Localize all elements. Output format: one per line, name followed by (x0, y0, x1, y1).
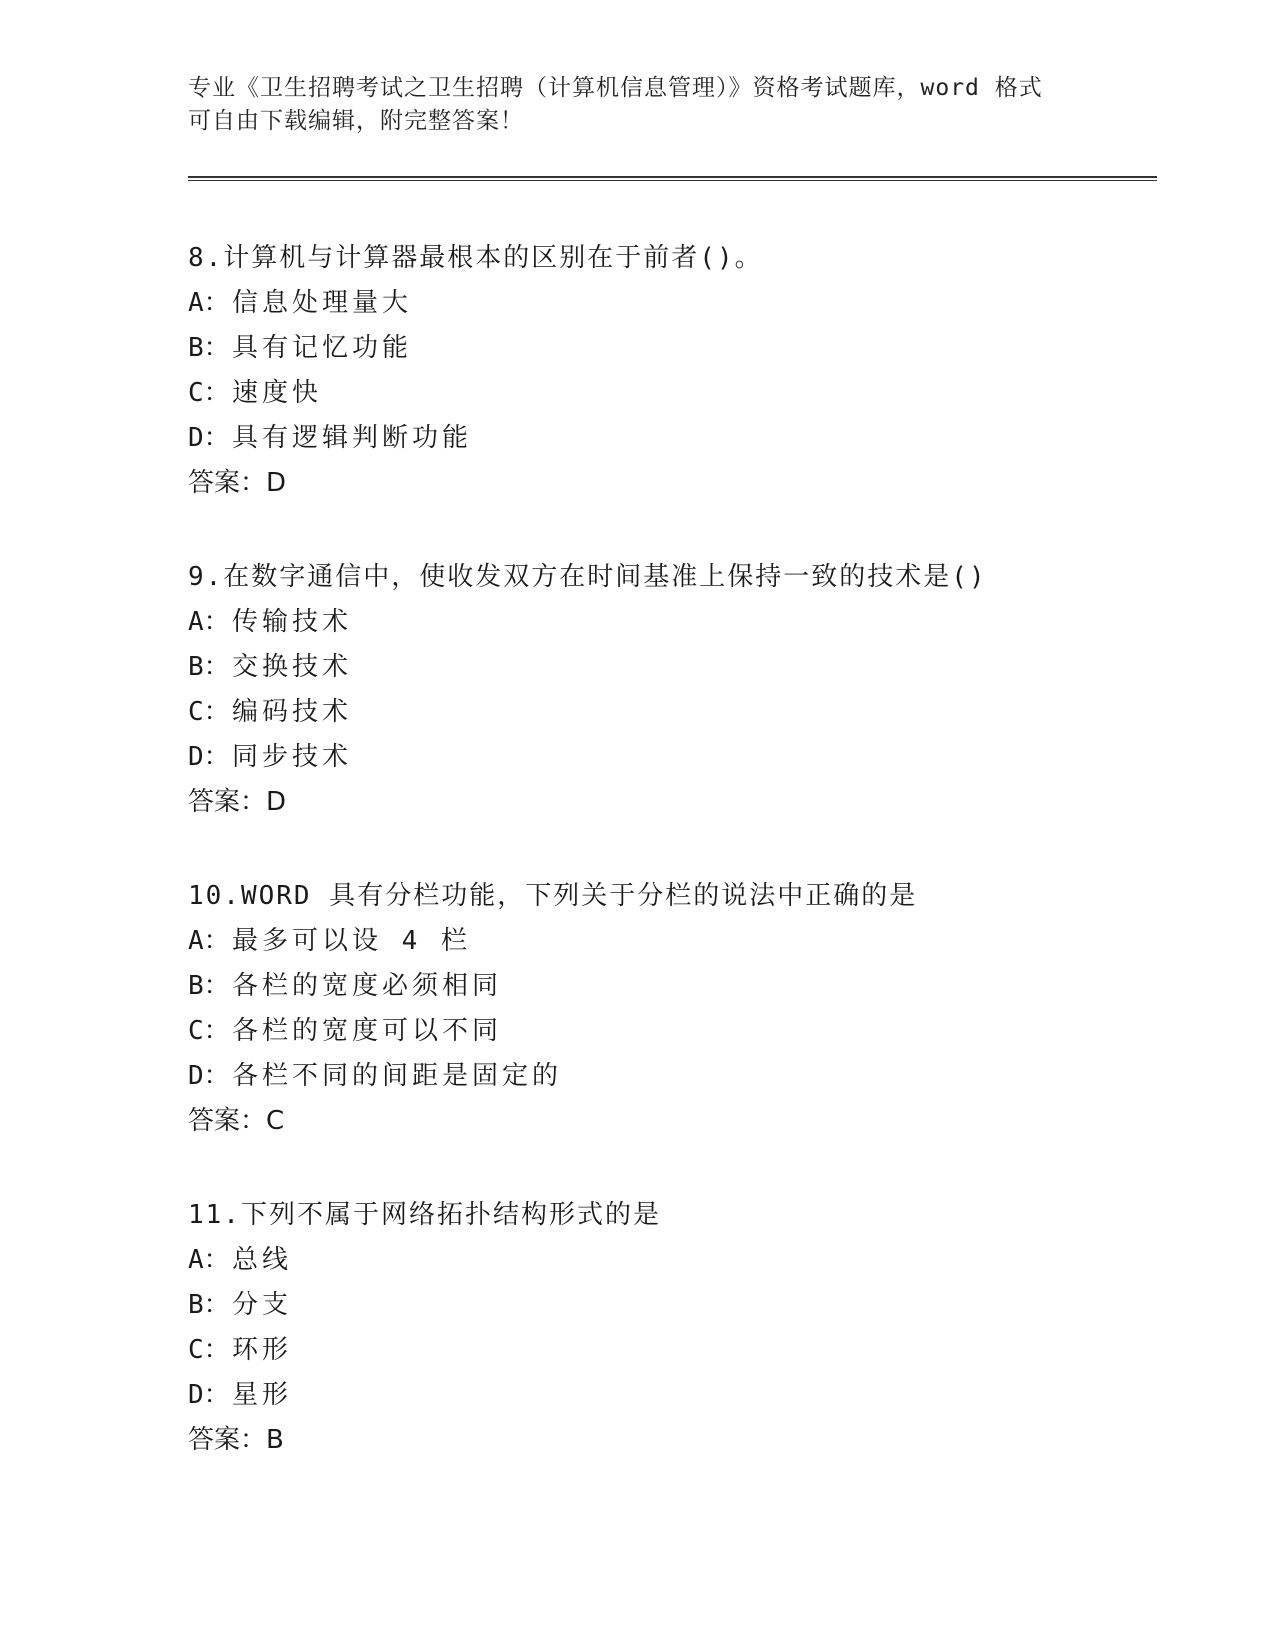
option-text: 星形 (232, 1380, 293, 1410)
option-d (188, 735, 1168, 780)
question-10 (188, 874, 1168, 1144)
question-stem: 9.在数字通信中，使收发双方在时间基准上保持一致的技术是() (188, 562, 987, 592)
question-8 (188, 236, 1168, 506)
option-b (188, 326, 1168, 371)
option-letter: B： (188, 333, 230, 363)
option-letter: D： (188, 1380, 230, 1410)
option-c (188, 1009, 1168, 1054)
option-text: 交换技术 (232, 652, 353, 682)
option-letter: D： (188, 742, 230, 772)
option-c (188, 1328, 1168, 1373)
option-letter: B： (188, 971, 230, 1001)
option-letter: D： (188, 1061, 230, 1091)
header-line-1: 专业《卫生招聘考试之卫生招聘（计算机信息管理）》资格考试题库，word 格式 (188, 75, 1043, 101)
option-letter: A： (188, 607, 230, 637)
option-text: 传输技术 (232, 607, 353, 637)
option-text: 编码技术 (232, 697, 353, 727)
question-stem: 8.计算机与计算器最根本的区别在于前者()。 (188, 243, 763, 273)
option-text: 总线 (232, 1245, 293, 1275)
option-letter: B： (188, 1290, 230, 1320)
option-text: 信息处理量大 (232, 288, 413, 318)
option-letter: C： (188, 378, 230, 408)
option-d (188, 1373, 1168, 1418)
option-text: 具有逻辑判断功能 (232, 423, 473, 453)
option-a (188, 600, 1168, 645)
option-text: 各栏不同的间距是固定的 (232, 1061, 563, 1091)
option-text: 分支 (232, 1290, 293, 1320)
option-letter: C： (188, 1016, 230, 1046)
question-stem: 11.下列不属于网络拓扑结构形式的是 (188, 1200, 661, 1230)
option-b (188, 964, 1168, 1009)
option-b (188, 1283, 1168, 1328)
option-text: 环形 (232, 1335, 293, 1365)
option-letter: D： (188, 423, 230, 453)
answer: 答案：C (188, 1106, 285, 1136)
answer: 答案：B (188, 1425, 284, 1455)
option-letter: B： (188, 652, 230, 682)
option-letter: A： (188, 288, 230, 318)
answer: 答案：D (188, 787, 287, 817)
option-letter: C： (188, 1335, 230, 1365)
option-b (188, 645, 1168, 690)
option-letter: A： (188, 926, 230, 956)
option-text: 最多可以设 4 栏 (232, 926, 471, 956)
option-a (188, 1238, 1168, 1283)
question-9 (188, 555, 1168, 825)
option-text: 同步技术 (232, 742, 353, 772)
option-d (188, 1054, 1168, 1099)
question-stem: 10.WORD 具有分栏功能，下列关于分栏的说法中正确的是 (188, 881, 918, 911)
option-text: 具有记忆功能 (232, 333, 413, 363)
option-c (188, 371, 1168, 416)
option-a (188, 919, 1168, 964)
option-letter: C： (188, 697, 230, 727)
option-a (188, 281, 1168, 326)
header-divider (188, 176, 1157, 181)
header-line-2: 可自由下载编辑，附完整答案！ (188, 108, 524, 134)
option-c (188, 690, 1168, 735)
option-letter: A： (188, 1245, 230, 1275)
option-text: 各栏的宽度可以不同 (232, 1016, 503, 1046)
document-header (188, 72, 1078, 138)
option-d (188, 416, 1168, 461)
answer: 答案：D (188, 468, 287, 498)
option-text: 速度快 (232, 378, 323, 408)
option-text: 各栏的宽度必须相同 (232, 971, 503, 1001)
question-11 (188, 1193, 1168, 1463)
